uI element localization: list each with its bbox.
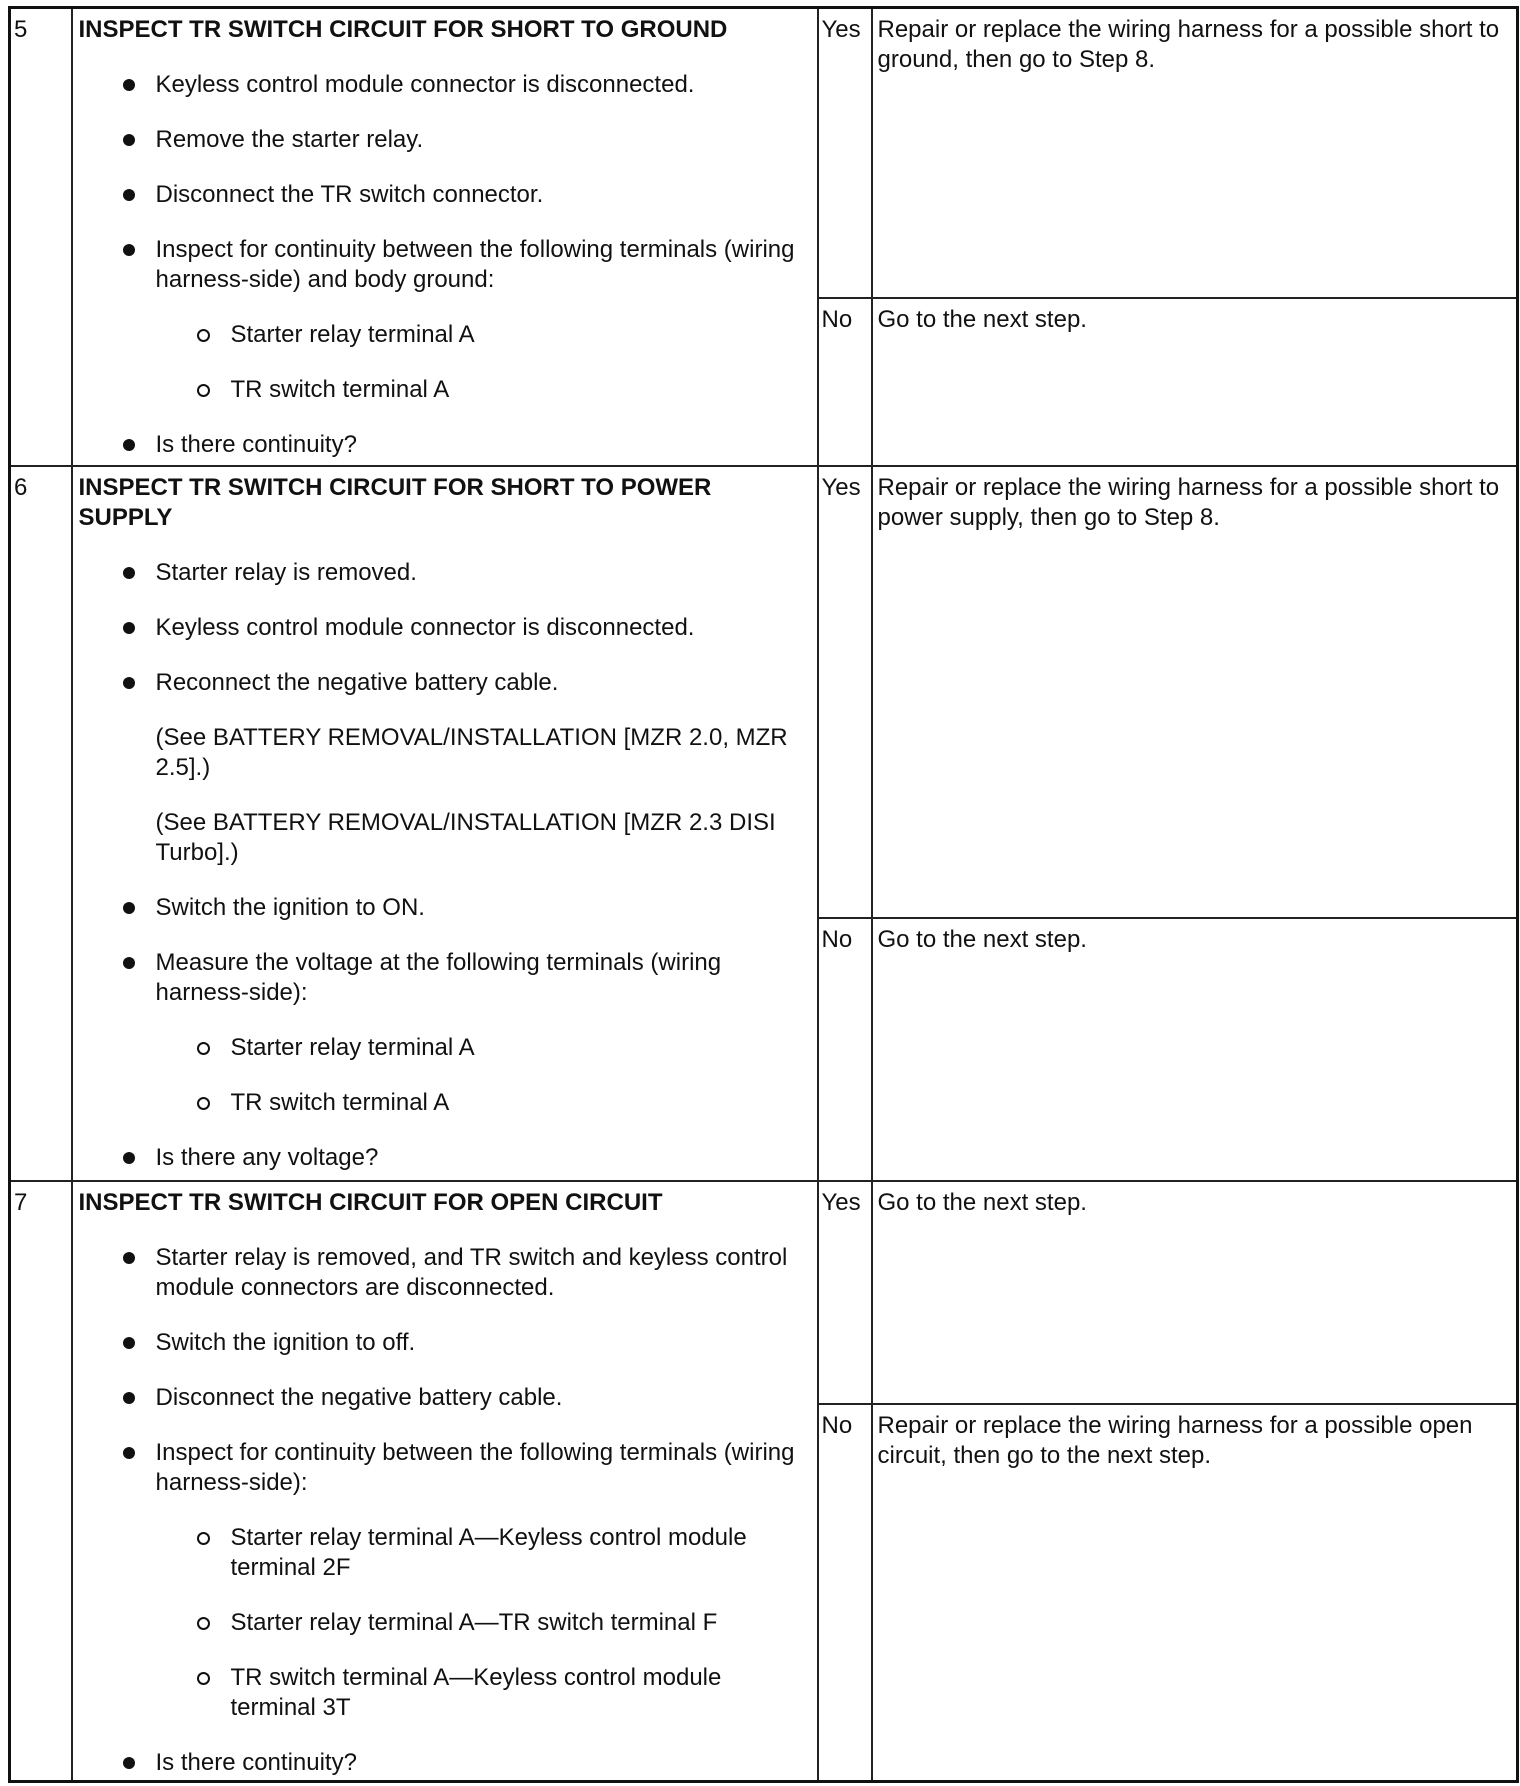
no-label: No — [818, 918, 872, 1181]
bullet-item: Measure the voltage at the following terminals (wiring harness-side): Starter relay terminal A TR switch terminal A — [79, 948, 807, 1118]
sub-item: Starter relay terminal A—Keyless control module terminal 2F — [156, 1523, 807, 1583]
sub-list — [156, 320, 807, 405]
sub-bullet-circle-icon — [197, 1042, 210, 1055]
sub-item: Starter relay terminal A — [156, 1033, 807, 1063]
yes-label: Yes — [818, 1181, 872, 1404]
no-action: Repair or replace the wiring harness for a possible open circuit, then go to the next step. — [872, 1404, 1518, 1782]
no-action: Go to the next step. — [872, 918, 1518, 1181]
bullet-item: Switch the ignition to ON. — [79, 893, 807, 923]
sub-list — [156, 1033, 807, 1118]
sub-item: Starter relay terminal A — [156, 320, 807, 350]
bullet-dot-icon — [123, 567, 135, 579]
yes-action: Repair or replace the wiring harness for a possible short to power supply, then go to Step 8. — [872, 466, 1518, 918]
bullet-item: Disconnect the negative battery cable. — [79, 1383, 807, 1413]
step-number: 5 — [10, 8, 72, 466]
bullet-item: Disconnect the TR switch connector. — [79, 180, 807, 210]
troubleshooting-table — [8, 6, 1519, 1783]
bullet-dot-icon — [123, 677, 135, 689]
reference-note: (See BATTERY REMOVAL/INSTALLATION [MZR 2.0, MZR 2.5].) — [155, 723, 788, 781]
step-5-inspection — [72, 8, 818, 466]
bullet-item: Starter relay is removed, and TR switch and keyless control module connectors are disconnected. — [79, 1243, 807, 1303]
sub-bullet-circle-icon — [197, 1672, 210, 1685]
bullet-dot-icon — [123, 79, 135, 91]
sub-bullet-circle-icon — [197, 1097, 210, 1110]
yes-label: Yes — [818, 8, 872, 298]
bullet-list — [79, 1243, 807, 1778]
bullet-dot-icon — [123, 902, 135, 914]
sub-bullet-circle-icon — [197, 329, 210, 342]
step-title: INSPECT TR SWITCH CIRCUIT FOR OPEN CIRCUIT — [78, 1188, 663, 1216]
bullet-dot-icon — [123, 244, 135, 256]
bullet-dot-icon — [123, 134, 135, 146]
bullet-item: Switch the ignition to off. — [79, 1328, 807, 1358]
sub-item: TR switch terminal A—Keyless control module terminal 3T — [156, 1663, 807, 1723]
bullet-item: Inspect for continuity between the following terminals (wiring harness-side) and body ground: Starter relay terminal A TR switch terminal A — [79, 235, 807, 405]
bullet-dot-icon — [123, 1337, 135, 1349]
no-label: No — [818, 1404, 872, 1782]
no-action: Go to the next step. — [872, 298, 1518, 466]
reference-note: (See BATTERY REMOVAL/INSTALLATION [MZR 2.3 DISI Turbo].) — [155, 808, 776, 866]
bullet-dot-icon — [123, 1757, 135, 1769]
yes-action: Go to the next step. — [872, 1181, 1518, 1404]
sub-bullet-circle-icon — [197, 1532, 210, 1545]
bullet-dot-icon — [123, 439, 135, 451]
sub-item: TR switch terminal A — [156, 375, 807, 405]
bullet-dot-icon — [123, 1252, 135, 1264]
bullet-item: Reconnect the negative battery cable. (See BATTERY REMOVAL/INSTALLATION [MZR 2.0, MZR 2.5].) (See BATTERY REMOVAL/INSTALLATION [MZR 2.3 DISI Turbo].) — [79, 668, 807, 868]
yes-label: Yes — [818, 466, 872, 918]
step-title: INSPECT TR SWITCH CIRCUIT FOR SHORT TO POWER SUPPLY — [78, 473, 712, 531]
bullet-dot-icon — [123, 1447, 135, 1459]
step-title: INSPECT TR SWITCH CIRCUIT FOR SHORT TO GROUND — [78, 16, 728, 43]
bullet-dot-icon — [123, 622, 135, 634]
bullet-dot-icon — [123, 189, 135, 201]
bullet-item: Keyless control module connector is disconnected. — [79, 613, 807, 643]
bullet-item: Is there continuity? — [79, 430, 807, 460]
step-6-inspection — [72, 466, 818, 1181]
sub-item: TR switch terminal A — [156, 1088, 807, 1118]
step-6-row — [10, 466, 1518, 918]
step-5-row — [10, 8, 1518, 298]
bullet-dot-icon — [123, 1392, 135, 1404]
step-7-row — [10, 1181, 1518, 1404]
step-number: 7 — [10, 1181, 72, 1782]
bullet-list — [79, 558, 807, 1173]
bullet-list — [79, 70, 807, 460]
sub-bullet-circle-icon — [197, 384, 210, 397]
sub-bullet-circle-icon — [197, 1617, 210, 1630]
sub-item: Starter relay terminal A—TR switch terminal F — [156, 1608, 807, 1638]
bullet-item: Starter relay is removed. — [79, 558, 807, 588]
step-7-inspection — [72, 1181, 818, 1782]
yes-action: Repair or replace the wiring harness for a possible short to ground, then go to Step 8. — [872, 8, 1518, 298]
bullet-item: Inspect for continuity between the following terminals (wiring harness-side): Starter relay terminal A—Keyless control module terminal 2F Starter relay terminal A—TR switch terminal F TR switch terminal A—Keyless control module terminal 3T — [79, 1438, 807, 1723]
bullet-dot-icon — [123, 1152, 135, 1164]
bullet-item: Is there continuity? — [79, 1748, 807, 1778]
bullet-dot-icon — [123, 957, 135, 969]
bullet-item: Is there any voltage? — [79, 1143, 807, 1173]
bullet-item: Keyless control module connector is disconnected. — [79, 70, 807, 100]
step-number: 6 — [10, 466, 72, 1181]
bullet-item: Remove the starter relay. — [79, 125, 807, 155]
no-label: No — [818, 298, 872, 466]
sub-list — [156, 1523, 807, 1723]
